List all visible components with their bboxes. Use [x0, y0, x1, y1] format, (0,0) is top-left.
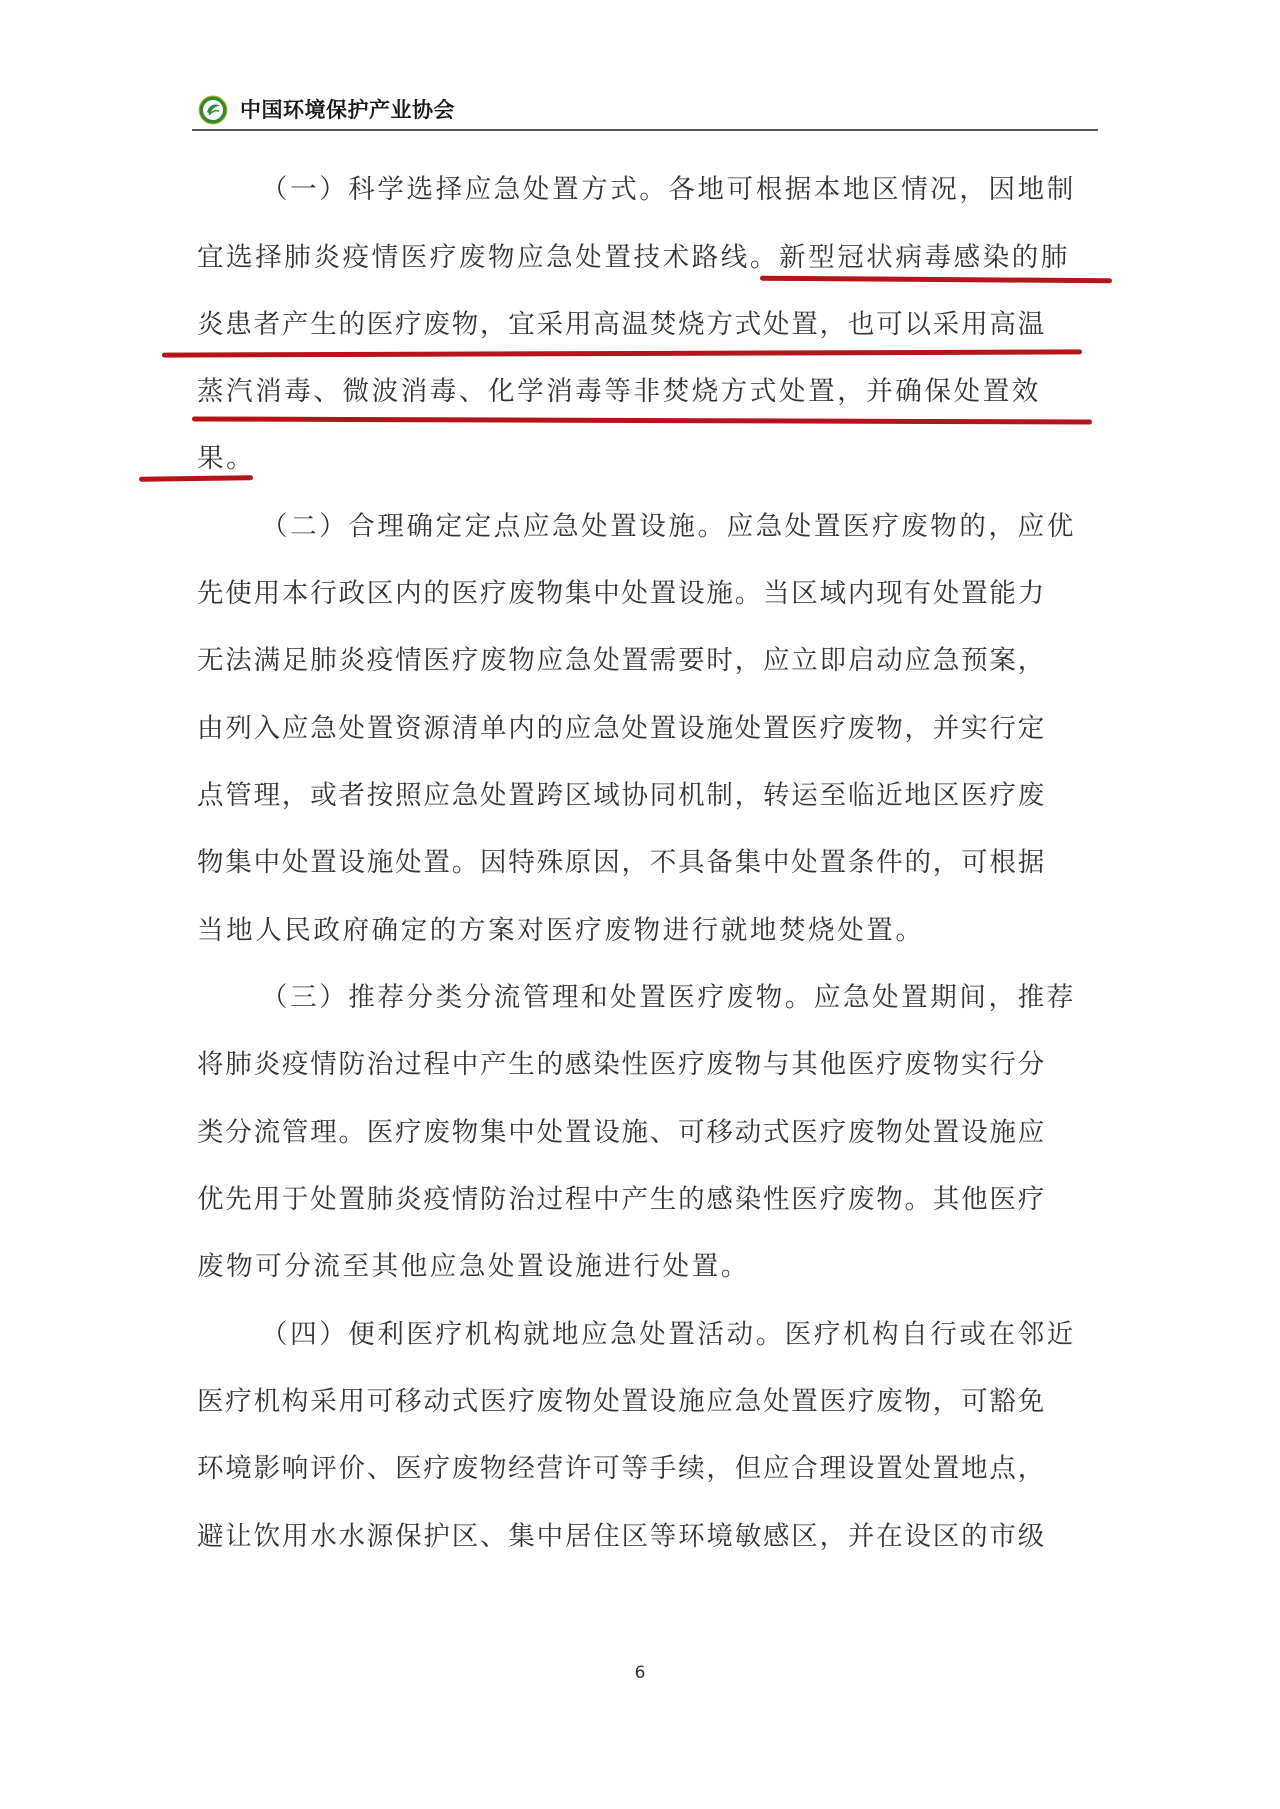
highlight-underline [760, 276, 1112, 283]
paragraph-1-line-5: 果。 [197, 443, 256, 474]
page-header [192, 91, 1098, 131]
paragraph-2-line-1: （二）合理确定定点应急处置设施。应急处置医疗废物的，应优 [261, 511, 1076, 542]
org-name: 中国环境保护产业协会 [240, 98, 455, 122]
paragraph-3-line-5: 废物可分流至其他应急处置设施进行处置。 [197, 1251, 750, 1282]
paragraph-3-line-1: （三）推荐分类分流管理和处置医疗废物。应急处置期间，推荐 [261, 982, 1076, 1013]
paragraph-2-line-2: 先使用本行政区内的医疗废物集中处置设施。当区域内现有处置能力 [197, 578, 1046, 609]
paragraph-2-line-7: 当地人民政府确定的方案对医疗废物进行就地焚烧处置。 [197, 915, 925, 946]
paragraph-2-line-5: 点管理，或者按照应急处置跨区域协同机制，转运至临近地区医疗废 [197, 780, 1046, 811]
paragraph-4-line-1: （四）便利医疗机构就地应急处置活动。医疗机构自行或在邻近 [261, 1319, 1076, 1350]
paragraph-3-line-2: 将肺炎疫情防治过程中产生的感染性医疗废物与其他医疗废物实行分 [197, 1049, 1046, 1080]
page-number: 6 [634, 1663, 646, 1683]
highlight-underline [139, 475, 253, 482]
paragraph-2-line-3: 无法满足肺炎疫情医疗废物应急处置需要时，应立即启动应急预案， [197, 645, 1046, 676]
paragraph-4-line-3: 环境影响评价、医疗废物经营许可等手续，但应合理设置处置地点， [197, 1453, 1046, 1484]
paragraph-1-line-4: 蒸汽消毒、微波消毒、化学消毒等非焚烧方式处置，并确保处置效 [197, 376, 1041, 407]
paragraph-3-line-4: 优先用于处置肺炎疫情防治过程中产生的感染性医疗废物。其他医疗 [197, 1184, 1046, 1215]
paragraph-4-line-4: 避让饮用水水源保护区、集中居住区等环境敏感区，并在设区的市级 [197, 1521, 1046, 1552]
highlight-underline [192, 416, 1092, 424]
paragraph-1-line-3: 炎患者产生的医疗废物，宜采用高温焚烧方式处置，也可以采用高温 [197, 309, 1046, 340]
paragraph-3-line-3: 类分流管理。医疗废物集中处置设施、可移动式医疗废物处置设施应 [197, 1117, 1046, 1148]
association-logo-icon [198, 95, 228, 125]
paragraph-1-line-2: 宜选择肺炎疫情医疗废物应急处置技术路线。新型冠状病毒感染的肺 [197, 242, 1070, 273]
paragraph-1-line-1: （一）科学选择应急处置方式。各地可根据本地区情况，因地制 [261, 174, 1076, 205]
paragraph-2-line-6: 物集中处置设施处置。因特殊原因，不具备集中处置条件的，可根据 [197, 847, 1046, 878]
highlight-underline [162, 349, 1082, 357]
paragraph-4-line-2: 医疗机构采用可移动式医疗废物处置设施应急处置医疗废物，可豁免 [197, 1386, 1046, 1417]
header-divider [192, 129, 1098, 131]
paragraph-2-line-4: 由列入应急处置资源清单内的应急处置设施处置医疗废物，并实行定 [197, 713, 1046, 744]
